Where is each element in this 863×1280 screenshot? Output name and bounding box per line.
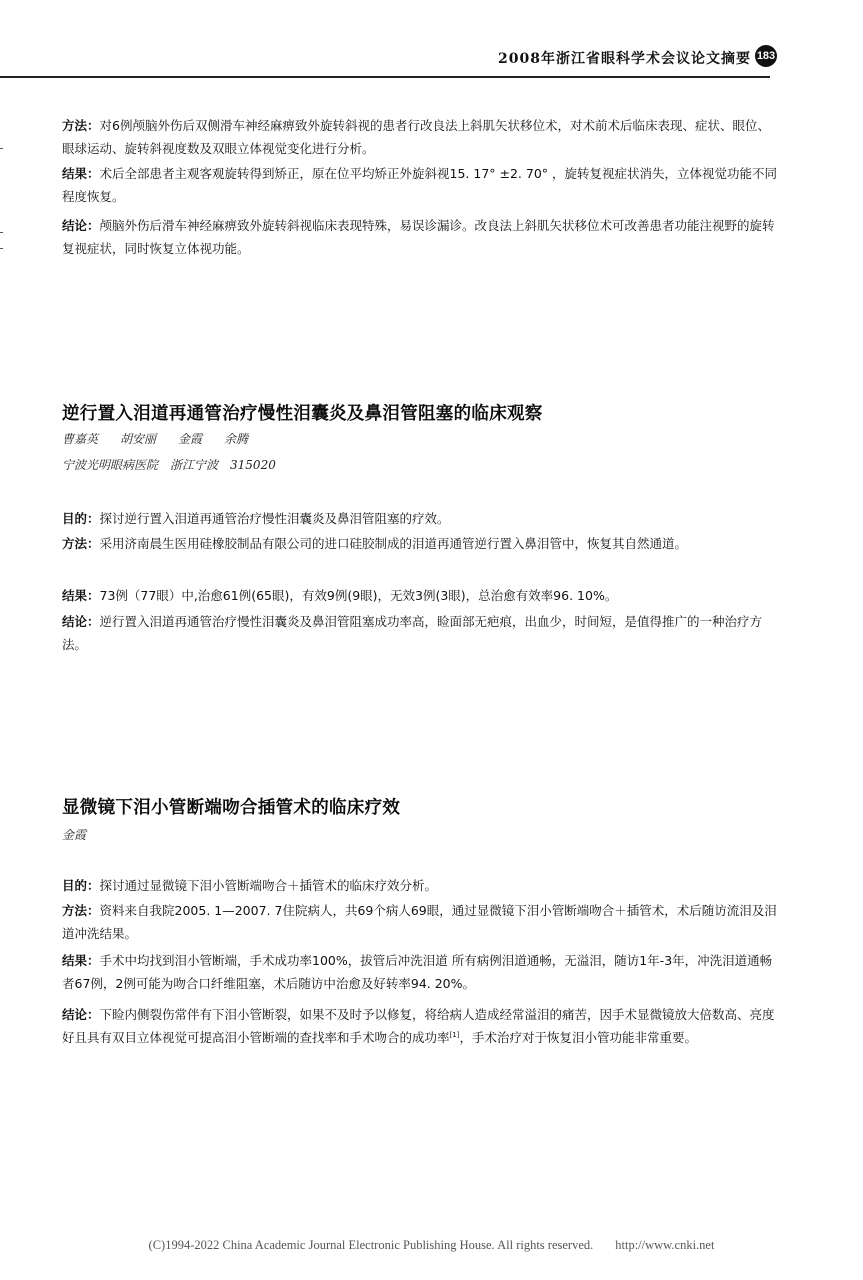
article3-result	[62, 949, 780, 995]
affiliation-location: 浙江宁波	[170, 458, 219, 472]
result-label: 结果：	[62, 166, 100, 181]
header-rule	[0, 76, 770, 78]
article3-author	[62, 826, 108, 843]
article2-objective	[62, 507, 780, 530]
article2-title: 逆行置入泪道再通管治疗慢性泪囊炎及鼻泪管阻塞的临床观察	[62, 404, 543, 424]
page-header	[0, 44, 863, 78]
conclusion-text-end: ，手术治疗对于恢复泪小管功能非常重要。	[459, 1030, 697, 1045]
article2-affiliation	[62, 456, 288, 473]
conclusion-text: 下睑内侧裂伤常伴有下泪小管断裂，如果不及时予以修复，将给病人造成经常溢泪的痛苦，因手术显微镜放大倍数高、亮度好且具有双目立体视觉可提高泪小管断端的查找率和手术吻合的成功率	[62, 1007, 775, 1045]
method-text: 采用济南晨生医用硅橡胶制品有限公司的进口硅胶制成的泪道再通管逆行置入鼻泪管中，恢复其自然通道。	[99, 536, 688, 551]
article2-method	[62, 532, 780, 555]
article2-conclusion	[62, 610, 780, 656]
result-text: 术后全部患者主观客观旋转得到矫正，原在位平均矫正外旋斜视15. 17° ±2. 70° ，旋转复视症状消失，立体视觉功能不同程度恢复。	[62, 166, 778, 204]
author-name: 曹嘉英	[62, 432, 99, 446]
footer-url: http://www.cnki.net	[615, 1238, 715, 1252]
author-name: 余腾	[224, 432, 249, 446]
result-label: 结果：	[62, 588, 100, 603]
journal-title: 2008年浙江省眼科学术会议论文摘要	[498, 51, 751, 67]
page-footer	[0, 1238, 863, 1253]
author-name: 金霞	[178, 432, 203, 446]
article2-result	[62, 584, 780, 607]
margin-mark	[0, 148, 3, 149]
affiliation-postcode: 315020	[230, 458, 276, 472]
method-label: 方法：	[62, 903, 100, 918]
article1-conclusion	[62, 214, 780, 260]
conclusion-text: 颅脑外伤后滑车神经麻痹致外旋转斜视临床表现特殊，易误诊漏诊。改良法上斜肌矢状移位术可改善患者功能注视野的旋转复视症状，同时恢复立体视功能。	[62, 218, 775, 256]
page-number-badge: 183	[755, 45, 777, 67]
author-name: 胡安丽	[120, 432, 157, 446]
article1-result	[62, 162, 780, 208]
method-text: 对6例颅脑外伤后双侧滑车神经麻痹致外旋转斜视的患者行改良法上斜肌矢状移位术，对术前术后临床表现、症状、眼位、眼球运动、旋转斜视度数及双眼立体视觉变化进行分析。	[62, 118, 770, 156]
objective-label: 目的：	[62, 878, 100, 893]
affiliation-institution: 宁波光明眼病医院	[62, 458, 159, 472]
objective-label: 目的：	[62, 511, 100, 526]
result-text: 73例（77眼）中,治愈61例(65眼)，有效9例(9眼)，无效3例(3眼)，总治愈有效率96. 10%。	[99, 588, 618, 603]
method-label: 方法：	[62, 536, 100, 551]
margin-mark	[0, 232, 3, 233]
article2-authors	[62, 430, 270, 447]
conclusion-label: 结论：	[62, 614, 100, 629]
reference-marker: [1]	[449, 1030, 460, 1039]
article3-title: 显微镜下泪小管断端吻合插管术的临床疗效	[62, 798, 401, 818]
method-text: 资料来自我院2005. 1—2007. 7住院病人，共69个病人69眼，通过显微镜下泪小管断端吻合＋插管术，术后随访流泪及泪道冲洗结果。	[62, 903, 777, 941]
conclusion-text: 逆行置入泪道再通管治疗慢性泪囊炎及鼻泪管阻塞成功率高，睑面部无疤痕，出血少，时间短，是值得推广的一种治疗方法。	[62, 614, 763, 652]
article1-method	[62, 114, 780, 160]
copyright-notice: (C)1994-2022 China Academic Journal Electronic Publishing House. All rights reserved.	[148, 1238, 594, 1252]
result-label: 结果：	[62, 953, 100, 968]
article3-objective	[62, 874, 780, 897]
margin-mark	[0, 248, 3, 249]
article3-method	[62, 899, 780, 945]
conclusion-label: 结论：	[62, 218, 100, 233]
author-name: 金霞	[62, 828, 87, 842]
result-text: 手术中均找到泪小管断端，手术成功率100%，拔管后冲洗泪道 所有病例泪道通畅，无溢泪，随访1年-3年，冲洗泪道通畅者67例，2例可能为吻合口纤维阻塞，术后随访中治愈及好转率94. 20%。	[62, 953, 773, 991]
objective-text: 探讨逆行置入泪道再通管治疗慢性泪囊炎及鼻泪管阻塞的疗效。	[99, 511, 450, 526]
method-label: 方法：	[62, 118, 100, 133]
objective-text: 探讨通过显微镜下泪小管断端吻合＋插管术的临床疗效分析。	[99, 878, 438, 893]
article3-conclusion	[62, 1003, 780, 1049]
conclusion-label: 结论：	[62, 1007, 100, 1022]
